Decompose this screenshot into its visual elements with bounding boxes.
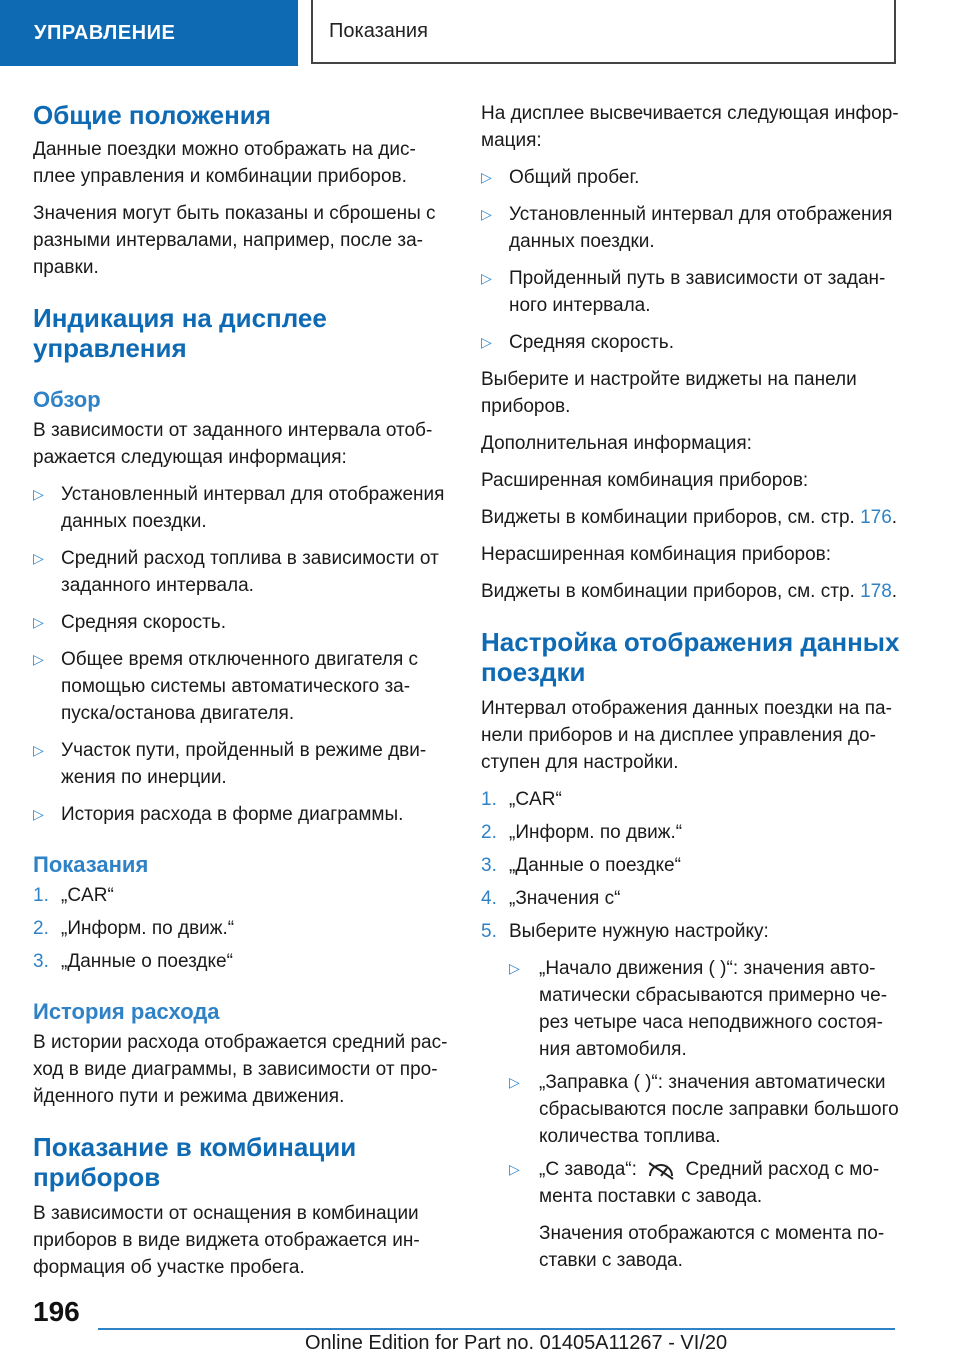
paragraph: Данные поездки можно отображать на дисплее управления и комбинации приборов. — [33, 139, 416, 187]
bullet-icon: ▷ — [33, 742, 44, 758]
bullet-icon: ▷ — [33, 550, 44, 566]
list-item: 3. „Данные о поездке“ — [33, 951, 233, 972]
left-column — [33, 100, 448, 1291]
heading-cluster: Показание в комбинации приборов — [33, 1132, 357, 1192]
list-item: ▷ История расхода в форме диаграммы. — [33, 801, 448, 828]
bullet-icon: ▷ — [509, 1161, 520, 1177]
list-item: 2. „Информ. по движ.“ — [481, 822, 683, 843]
paragraph: В истории расхода отображается средний расход в виде диаграммы, в зависимости от пройденного пути и режима движения. — [33, 1032, 448, 1107]
intro-list — [481, 164, 901, 356]
list-item: 1. „CAR“ — [481, 789, 562, 810]
footer-edition: Online Edition for Part no. 01405A11267 - VI/20 — [305, 1332, 728, 1354]
right-column — [481, 100, 901, 1280]
bullet-icon: ▷ — [509, 960, 520, 976]
page-link-176[interactable]: 176 — [860, 507, 892, 528]
list-item: ▷ Установленный интервал для отображения данных поездки. — [481, 201, 901, 255]
list-item: ▷ „Заправка ( )“: значения автоматически сбрасываются после заправки большого количества топлива. — [509, 1069, 901, 1150]
bullet-icon: ▷ — [481, 206, 492, 222]
footer-divider — [98, 1328, 895, 1330]
bullet-icon: ▷ — [481, 270, 492, 286]
list-item: 5. Выберите нужную настройку: ▷ „Начало движения ( )“: значения автоматически сбрасываются примерно через четыре часа неподвижного состояния автомобиля. ▷ „Заправка ( )“: значения автоматически сбрасываются после заправки большого количества топлива. ▷ „С завода“: Средний расход с момента поставки с завода. Значения отображаются с момента поставки с завода. — [481, 918, 901, 1274]
overview-list — [33, 481, 448, 828]
section-tab: УПРАВЛЕНИЕ — [0, 0, 298, 66]
readings-list — [33, 882, 448, 975]
paragraph: Виджеты в комбинации приборов, см. стр. 176. — [481, 507, 898, 528]
list-item: ▷ Установленный интервал для отображения данных поездки. — [33, 481, 448, 535]
paragraph: Интервал отображения данных поездки на панели приборов и на дисплее управления доступен для настройки. — [481, 698, 892, 773]
bullet-icon: ▷ — [33, 651, 44, 667]
heading-history: История расхода — [33, 999, 220, 1024]
list-item: ▷ „Начало движения ( )“: значения автоматически сбрасываются примерно через четыре часа неподвижного состояния автомобиля. — [509, 955, 901, 1063]
list-item: 1. „CAR“ — [33, 885, 114, 906]
paragraph: На дисплее высвечивается следующая информация: — [481, 103, 899, 151]
list-item: ▷ Общее время отключенного двигателя с помощью системы автоматического запуска/останова двигателя. — [33, 646, 448, 727]
chapter-title — [311, 0, 896, 64]
paragraph: В зависимости от заданного интервала отображается следующая информация: — [33, 420, 433, 468]
bullet-icon: ▷ — [481, 169, 492, 185]
paragraph: В зависимости от оснащения в комбинации приборов в виде виджета отображается информация об участке пробега. — [33, 1203, 420, 1278]
bullet-icon: ▷ — [481, 334, 492, 350]
gauge-strike-icon — [646, 1159, 676, 1181]
factory-note: Значения отображаются с момента поставки с завода. — [539, 1223, 885, 1271]
heading-readings: Показания — [33, 852, 149, 877]
list-item: 3. „Данные о поездке“ — [481, 855, 681, 876]
list-item: 4. „Значения с“ — [481, 888, 621, 909]
bullet-icon: ▷ — [33, 806, 44, 822]
page-link-178[interactable]: 178 — [860, 581, 892, 602]
chapter-label: Показания — [329, 19, 428, 42]
paragraph: Нерасширенная комбинация приборов: — [481, 544, 832, 565]
page-number: 196 — [33, 1296, 80, 1327]
list-item: ▷ Средняя скорость. — [481, 329, 901, 356]
heading-general: Общие положения — [33, 100, 271, 130]
paragraph: Виджеты в комбинации приборов, см. стр. 178. — [481, 581, 898, 602]
bullet-icon: ▷ — [33, 614, 44, 630]
list-item: ▷ Средний расход топлива в зависимости от заданного интервала. — [33, 545, 448, 599]
list-item: 2. „Информ. по движ.“ — [33, 918, 235, 939]
list-item: ▷ Средняя скорость. — [33, 609, 448, 636]
paragraph: Выберите и настройте виджеты на панели приборов. — [481, 369, 857, 417]
steps-list — [481, 786, 901, 1274]
heading-display: Индикация на дисплее управления — [33, 303, 327, 363]
list-item: ▷ Общий пробег. — [481, 164, 901, 191]
paragraph: Расширенная комбинация приборов: — [481, 470, 809, 491]
heading-settings: Настройка отображения данных поездки — [481, 627, 900, 687]
list-item: ▷ „С завода“: Средний расход с момента поставки с завода. Значения отображаются с момента поставки с завода. — [509, 1156, 901, 1274]
paragraph: Значения могут быть показаны и сброшены с разными интервалами, например, после заправки. — [33, 203, 436, 278]
list-item: ▷ Пройденный путь в зависимости от заданного интервала. — [481, 265, 901, 319]
paragraph: Дополнительная информация: — [481, 433, 752, 454]
settings-sublist — [509, 955, 901, 1274]
list-item: ▷ Участок пути, пройденный в режиме движения по инерции. — [33, 737, 448, 791]
bullet-icon: ▷ — [509, 1074, 520, 1090]
bullet-icon: ▷ — [33, 486, 44, 502]
heading-overview: Обзор — [33, 387, 101, 412]
